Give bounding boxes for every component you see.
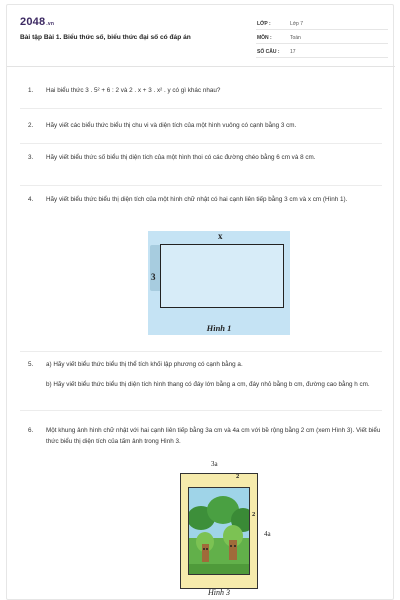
question-text: Hai biểu thức 3 . 5² + 6 : 2 và 2 . x + 3 . x² . y có gì khác nhau?	[46, 87, 221, 94]
page-header	[7, 5, 395, 67]
question-divider	[20, 108, 382, 109]
label-top-gap: 2	[236, 473, 240, 480]
figure-caption: Hình 1	[206, 323, 232, 333]
label-4a: 4a	[264, 530, 271, 538]
document-page	[6, 4, 394, 600]
meta-value: Lớp 7	[290, 21, 304, 27]
question-number: 1.	[28, 87, 34, 94]
site-logo[interactable]	[20, 16, 54, 28]
question-text-b: b) Hãy viết biểu thức biểu thị diện tích hình thang có đáy lớn bằng a cm, đáy nhỏ bằng b cm, đường cao bằng h cm.	[46, 381, 370, 388]
question-divider	[20, 410, 382, 411]
page-title: Bài tập Bài 1. Biểu thức số, biểu thức đại số có đáp án	[20, 34, 191, 41]
rectangle-shape	[160, 244, 284, 308]
meta-row-class	[256, 18, 388, 30]
meta-row-count	[256, 46, 388, 58]
figure-3-photo-frame	[177, 460, 271, 600]
question-divider	[20, 185, 382, 186]
meta-key: MÔN :	[257, 35, 272, 41]
question-text: Hãy viết biểu thức số biểu thị diện tích của một hình thoi có các đường chéo bằng 6 cm và 8 cm.	[46, 154, 316, 161]
forest-scene-icon	[189, 488, 249, 574]
question-text: Hãy viết các biểu thức biểu thị chu vi và diện tích của một hình vuông có cạnh bằng 3 cm.	[46, 122, 297, 129]
meta-row-subject	[256, 32, 388, 44]
logo-text: 2048	[20, 16, 46, 28]
question-divider	[20, 351, 382, 352]
question-number: 3.	[28, 154, 34, 161]
logo-suffix: .vn	[46, 21, 55, 27]
question-number: 6.	[28, 427, 34, 434]
photo-illustration	[188, 487, 250, 575]
question-text-a: a) Hãy viết biểu thức biểu thị thể tích khối lập phương có cạnh bằng a.	[46, 361, 243, 368]
meta-value: 17	[290, 49, 296, 55]
figure-caption: Hình 3	[208, 588, 230, 597]
question-text: Hãy viết biểu thức biểu thị diện tích của một hình chữ nhật có hai cạnh liên tiếp bằng 3 cm và x cm (Hình 1).	[46, 196, 348, 203]
question-number: 4.	[28, 196, 34, 203]
meta-key: LỚP :	[257, 21, 271, 27]
figure-1-rectangle	[148, 231, 290, 335]
question-number: 5.	[28, 361, 34, 368]
label-3: 3	[151, 272, 156, 282]
meta-key: SỐ CÂU :	[257, 49, 280, 55]
meta-value: Toán	[290, 35, 301, 41]
label-3a: 3a	[211, 460, 218, 468]
label-x: x	[218, 231, 223, 241]
label-right-gap: 2	[252, 511, 256, 518]
question-number: 2.	[28, 122, 34, 129]
question-text: Một khung ảnh hình chữ nhật với hai cạnh liên tiếp bằng 3a cm và 4a cm với bề rộng bằng 2 cm (xem Hình 3). Viết biểu thức biểu thị diện tích của tấm ảnh trong Hình 3.	[46, 427, 381, 445]
question-divider	[20, 143, 382, 144]
